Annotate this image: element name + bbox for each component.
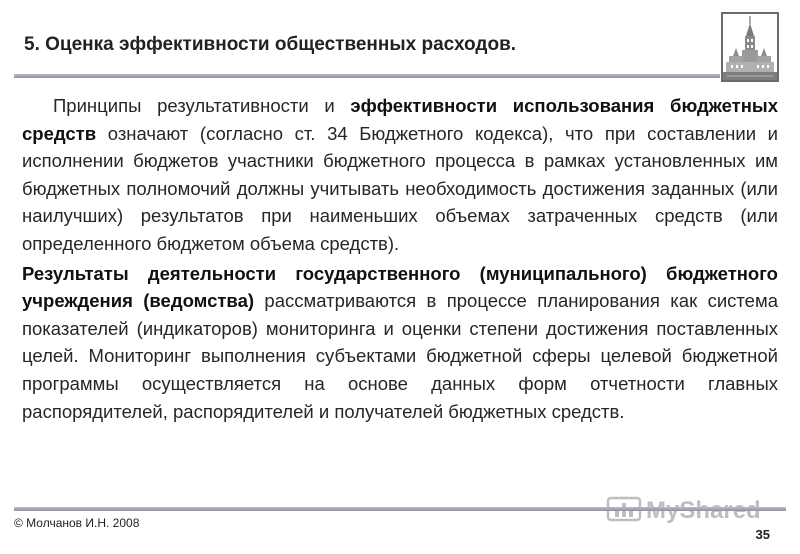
- para2-text-rest: рассматриваются в процессе планирования как система показателей (индикаторов) мониторинга и оценки степени достижения поставленных целей. Мониторинг выполнения субъектами бюджетной сферы целевой бюджетной программы осуществляется на основе данных форм отчетности главных распорядителей, распорядителей и получателей бюджетных средств.: [22, 290, 778, 422]
- page-number: 35: [755, 527, 770, 542]
- para1-text-start: Принципы результативности и: [53, 95, 351, 116]
- bottom-divider: [14, 507, 786, 511]
- slide-title: 5. Оценка эффективности общественных расходов.: [24, 34, 517, 55]
- top-divider: [14, 74, 720, 78]
- copyright: © Молчанов И.Н. 2008: [14, 516, 140, 530]
- para1-bold-term: эффективности использования бюджетных средств: [22, 95, 778, 144]
- slide-body: [22, 92, 778, 425]
- university-building-icon: [723, 14, 777, 80]
- university-logo: [721, 12, 779, 82]
- para1-text-rest: означают (согласно ст. 34 Бюджетного кодекса), что при составлении и исполнении бюджетов участники бюджетного процесса в рамках установленных им бюджетных полномочий должны учитывать необходимость достижения заданных (или наилучших) результатов при наименьших объемах затраченных средств (или определенного бюджетом объема средств).: [22, 122, 778, 254]
- paragraph-principles: [22, 92, 778, 258]
- para2-bold-term: Результаты деятельности государственного (муниципального) бюджетного учреждения (ведомства): [22, 262, 778, 312]
- paragraph-results: [22, 260, 778, 426]
